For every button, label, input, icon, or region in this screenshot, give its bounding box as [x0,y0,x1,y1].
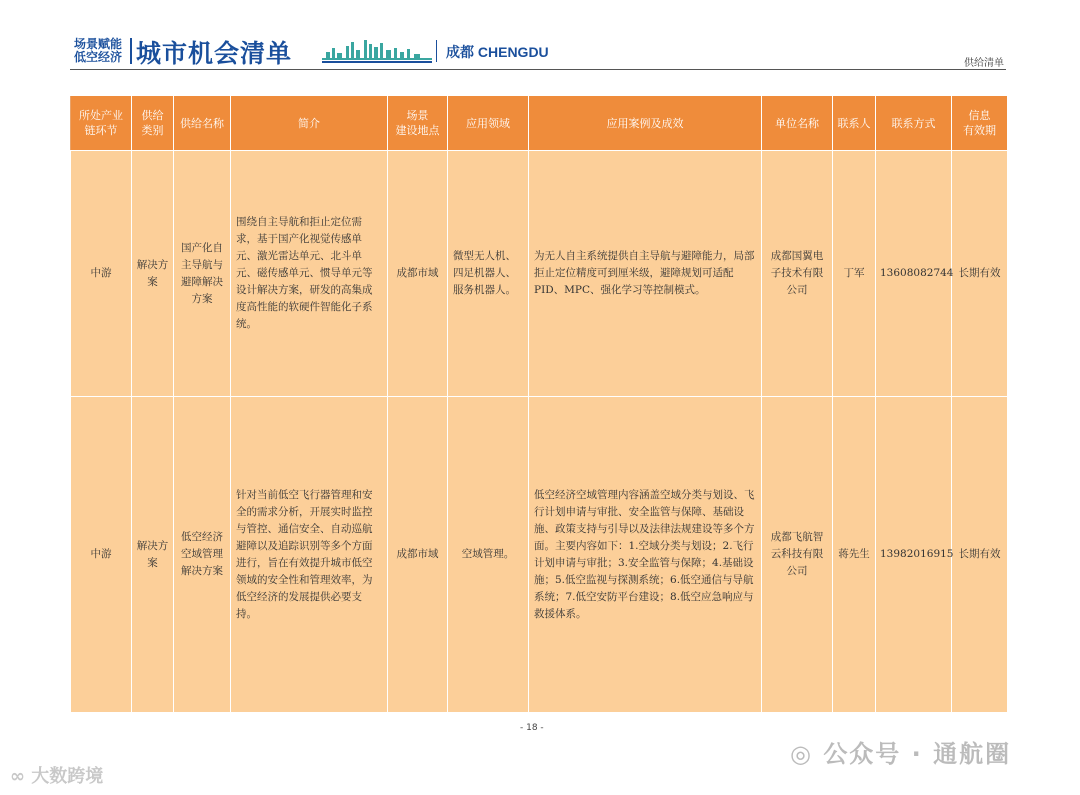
col-header-segment: 所处产业 链环节 [71,96,132,151]
cell-location: 成都市域 [388,397,448,713]
cell-segment: 中游 [71,397,132,713]
watermark-left-text: 大数跨境 [31,766,104,787]
supply-table [70,95,1008,713]
cell-name: 低空经济空域管理解决方案 [174,397,231,713]
brand-divider [130,38,132,64]
cell-field: 微型无人机、四足机器人、服务机器人。 [448,151,529,397]
cell-validity: 长期有效 [952,397,1008,713]
city-name: 成都 CHENGDU [446,44,549,60]
table-row [71,397,1008,713]
cell-contact: 蒋先生 [833,397,876,713]
cell-case: 为无人自主系统提供自主导航与避障能力，局部拒止定位精度可到厘米级，避障规划可适配PID、MPC、强化学习等控制模式。 [529,151,762,397]
col-header-contact: 联系人 [833,96,876,151]
section-label: 供给清单 [964,58,1004,69]
cell-case: 低空经济空域管理内容涵盖空域分类与划设、飞行计划申请与审批、安全监管与保障、基础设施、政策支持与引导以及法律法规建设等多个方面。主要内容如下：1.空域分类与划设；2.飞行计划申请与审批；3.安全监管与保障；4.基础设施；5.低空监视与探测系统；6.低空通信与导航系统；7.低空安防平台建设；8.低空应急响应与救援体系。 [529,397,762,713]
cell-field: 空域管理。 [448,397,529,713]
page-number: - 18 - [520,723,544,733]
col-header-field: 应用领域 [448,96,529,151]
cell-phone: 13982016915 [876,397,952,713]
table-header-row [71,96,1008,151]
brand-logo-icon: ∞ [10,766,25,787]
cell-contact: 丁军 [833,151,876,397]
brand-title: 城市机会清单 [136,39,293,68]
col-header-category: 供给 类别 [132,96,174,151]
wechat-icon: ◎ [790,740,813,768]
col-header-intro: 简介 [231,96,388,151]
city-divider [436,40,437,62]
cell-intro: 围绕自主导航和拒止定位需求，基于国产化视觉传感单元、激光雷达单元、北斗单元、磁传感单元、惯导单元等设计解决方案，研发的高集成度高性能的软硬件智能化子系统。 [231,151,388,397]
cell-location: 成都市域 [388,151,448,397]
city-skyline-icon [322,38,432,64]
cell-category: 解决方案 [132,151,174,397]
brand-subtitle [74,38,122,64]
brand-line-1: 场景赋能 [74,37,123,51]
cell-company: 成都国翼电子技术有限公司 [762,151,833,397]
cell-intro: 针对当前低空飞行器管理和安全的需求分析，开展实时监控与管控、通信安全、自动巡航避障以及追踪识别等多个方面进行，旨在有效提升城市低空领域的安全性和管理效率，为低空经济的发展提供必要支持。 [231,397,388,713]
watermark-right-text: 公众号 · 通航圈 [823,740,1012,768]
cell-name: 国产化自主导航与避障解决方案 [174,151,231,397]
col-header-case: 应用案例及成效 [529,96,762,151]
cell-phone: 13608082744 [876,151,952,397]
brand-line-2: 低空经济 [74,50,123,64]
cell-validity: 长期有效 [952,151,1008,397]
col-header-validity: 信息 有效期 [952,96,1008,151]
col-header-name: 供给名称 [174,96,231,151]
header-rule [70,69,1006,70]
col-header-phone: 联系方式 [876,96,952,151]
col-header-company: 单位名称 [762,96,833,151]
watermark-brand [10,762,103,788]
cell-category: 解决方案 [132,397,174,713]
cell-segment: 中游 [71,151,132,397]
table-row [71,151,1008,397]
watermark-wechat [790,734,1011,769]
cell-company: 成都飞航智云科技有限公司 [762,397,833,713]
col-header-location: 场景 建设地点 [388,96,448,151]
